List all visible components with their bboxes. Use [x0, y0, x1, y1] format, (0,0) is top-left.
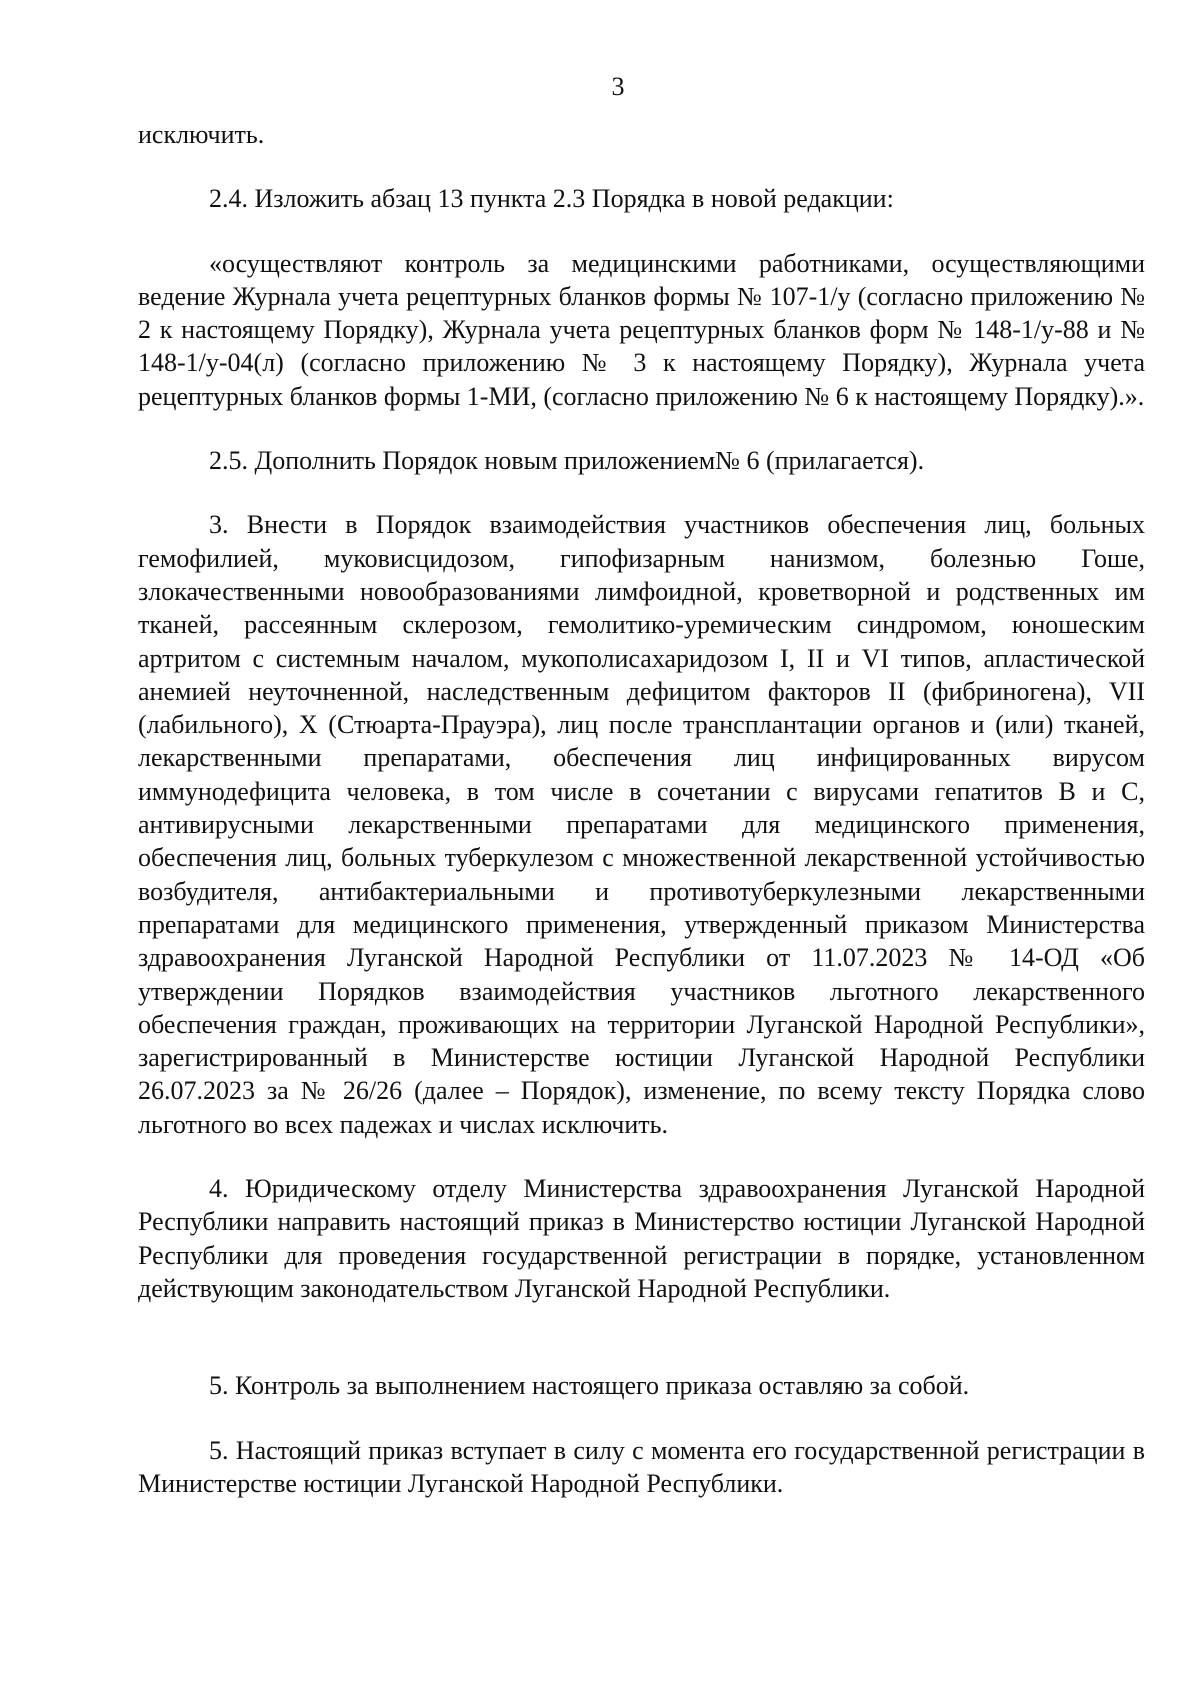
paragraph-2-4: 2.4. Изложить абзац 13 пункта 2.3 Порядка в новой редакции:: [209, 184, 894, 214]
paragraph-5-control: 5. Контроль за выполнением настоящего приказа оставляю за собой.: [209, 1371, 970, 1401]
paragraph-5-effect: 5. Настоящий приказ вступает в силу с момента его государственной регистрации в Министерстве юстиции Луганской Народной Республики.: [138, 1435, 1145, 1498]
paragraph-2-5: 2.5. Дополнить Порядок новым приложением№ 6 (прилагается).: [209, 446, 925, 476]
paragraph-4: 4. Юридическому отделу Министерства здравоохранения Луганской Народной Республики направить настоящий приказ в Министерство юстиции Луганской Народной Республики для проведения государственной регистрации в порядке, установленном действующим законодательством Луганской Народной Республики.: [138, 1174, 1145, 1303]
page-number: 3: [611, 72, 625, 101]
paragraph-3: 3. Внести в Порядок взаимодействия участников обеспечения лиц, больных гемофилией, муковисцидозом, гипофизарным нанизмом, болезнью Гоше, злокачественными новообразованиями лимфоидной, кроветворной и родственных им тканей, рассеянным склерозом, гемолитико-уремическим синдромом, юношеским артритом с системным началом, мукополисахаридозом I, II и VI типов, апластической анемией неуточненной, наследственным дефицитом факторов II (фибриногена), VII (лабильного), X (Стюарта-Прауэра), лиц после трансплантации органов и (или) тканей, лекарственными препаратами, обеспечения лиц инфицированных вирусом иммунодефицита человека, в том числе в сочетании с вирусами гепатитов B и C, антивирусными лекарственными препаратами для медицинского применения, обеспечения лиц, больных туберкулезом с множественной лекарственной устойчивостью возбудителя, антибактериальными и противотуберкулезными лекарственными препаратами для медицинского применения, утвержденный приказом Министерства здравоохранения Луганской Народной Республики от 11.07.2023 № 14-ОД «Об утверждении Порядков взаимодействия участников льготного лекарственного обеспечения граждан, проживающих на территории Луганской Народной Республики», зарегистрированный в Министерстве юстиции Луганской Народной Республики 26.07.2023 за № 26/26 (далее – Порядок), изменение, по всему тексту Порядка слово льготного во всех падежах и числах исключить.: [138, 510, 1145, 1139]
document-body: [138, 118, 1145, 1500]
paragraph-quote: «осуществляют контроль за медицинскими работниками, осуществляющими ведение Журнала учета рецептурных бланков формы № 107-1/у (согласно приложению № 2 к настоящему Порядку), Журнала учета рецептурных бланков форм № 148-1/у-88 и № 148-1/у-04(л) (согласно приложению № 3 к настоящему Порядку), Журнала учета рецептурных бланков формы 1-МИ, (согласно приложению № 6 к настоящему Порядку).».: [138, 248, 1145, 411]
paragraph-continuation: исключить.: [138, 120, 265, 149]
